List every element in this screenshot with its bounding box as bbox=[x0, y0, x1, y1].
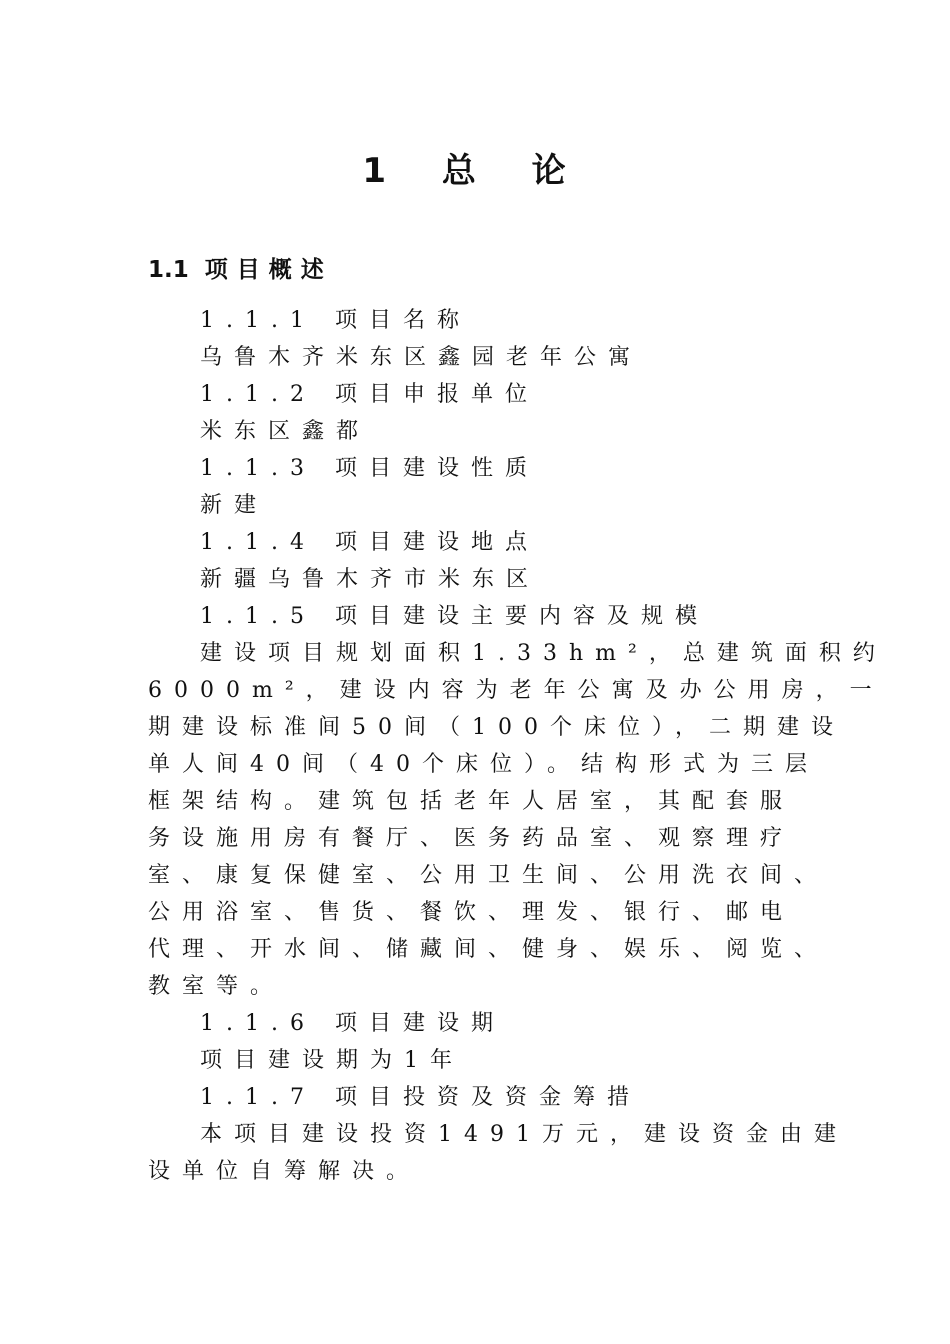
scope-line: 公用浴室、售货、餐饮、理发、银行、邮电 bbox=[148, 900, 795, 925]
item-content-nature: 新建 bbox=[200, 493, 269, 518]
item-content-period: 项目建设期为1年 bbox=[200, 1048, 464, 1073]
scope-line: 务设施用房有餐厅、医务药品室、观察理疗 bbox=[148, 826, 795, 851]
item-heading-applicant: 1.1.2 项目申报单位 bbox=[200, 382, 539, 407]
funding-paragraph bbox=[148, 1116, 848, 1192]
scope-line: 期建设标准间50间（100个床位），二期建设 bbox=[148, 715, 845, 740]
item-heading-investment: 1.1.7 项目投资及资金筹措 bbox=[200, 1085, 641, 1110]
document-body bbox=[148, 302, 887, 1192]
item-heading-period: 1.1.6 项目建设期 bbox=[200, 1011, 505, 1036]
scope-paragraph bbox=[148, 635, 887, 1005]
scope-line: 单人间40间（40个床位）。结构形式为三层 bbox=[148, 752, 819, 777]
item-content-location: 新疆乌鲁木齐市米东区 bbox=[200, 567, 541, 592]
scope-line: 建设项目规划面积1.33hm²，总建筑面积约 bbox=[200, 641, 887, 666]
scope-line: 室、康复保健室、公用卫生间、公用洗衣间、 bbox=[148, 863, 829, 888]
item-content-applicant: 米东区鑫都 bbox=[200, 419, 371, 444]
chapter-title: 1 总 论 bbox=[362, 151, 588, 191]
section-number: 1.1 bbox=[148, 257, 189, 283]
item-heading-scope: 1.1.5 项目建设主要内容及规模 bbox=[200, 604, 709, 629]
funding-line: 本项目建设投资1491万元，建设资金由建 bbox=[200, 1122, 848, 1147]
item-heading-project-name: 1.1.1 项目名称 bbox=[200, 308, 471, 333]
funding-line: 设单位自筹解决。 bbox=[148, 1159, 421, 1184]
section-heading bbox=[148, 254, 333, 286]
item-heading-location: 1.1.4 项目建设地点 bbox=[200, 530, 539, 555]
section-title: 项目概述 bbox=[204, 257, 333, 283]
scope-line: 教室等。 bbox=[148, 974, 285, 999]
item-content-project-name: 乌鲁木齐米东区鑫园老年公寓 bbox=[200, 345, 643, 370]
scope-line: 6000m²，建设内容为老年公寓及办公用房，一 bbox=[148, 678, 884, 703]
scope-line: 框架结构。建筑包括老年人居室，其配套服 bbox=[148, 789, 795, 814]
scope-line: 代理、开水间、储藏间、健身、娱乐、阅览、 bbox=[148, 937, 829, 962]
item-heading-nature: 1.1.3 项目建设性质 bbox=[200, 456, 539, 481]
